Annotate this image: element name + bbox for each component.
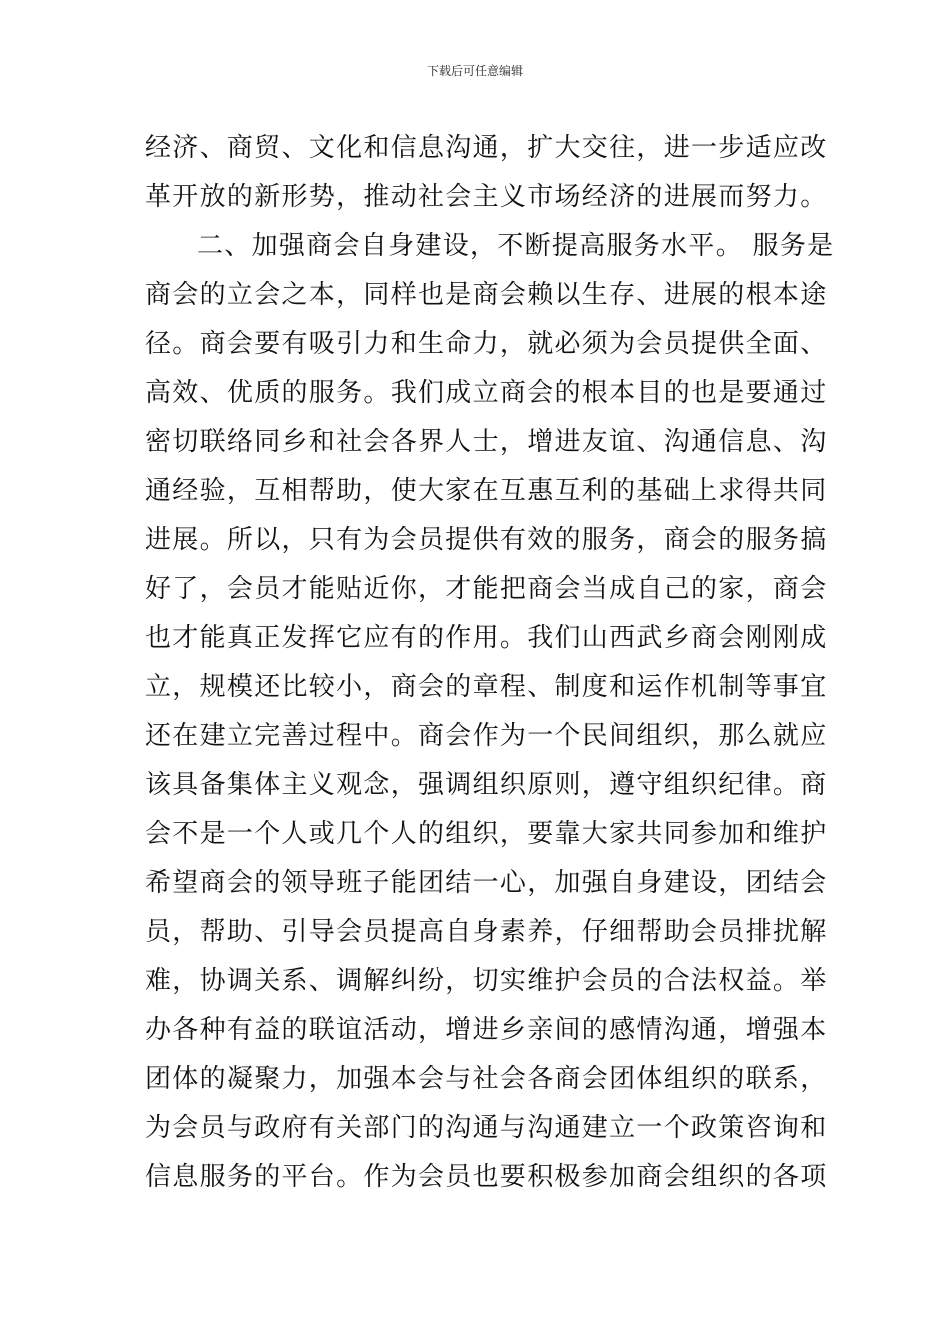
- text-line: 信息服务的平台。作为会员也要积极参加商会组织的各项: [145, 1162, 828, 1192]
- text-line: 好了，会员才能贴近你，才能把商会当成自己的家，商会: [145, 574, 828, 604]
- text-line: 该具备集体主义观念，强调组织原则，遵守组织纪律。商: [145, 770, 828, 800]
- page-header: 下载后可任意编辑: [426, 64, 523, 78]
- text-line: 会不是一个人或几个人的组织，要靠大家共同参加和维护: [145, 819, 828, 849]
- text-line: 密切联络同乡和社会各界人士，增进友谊、沟通信息、沟: [145, 427, 828, 457]
- text-line: 高效、优质的服务。我们成立商会的根本目的也是要通过: [145, 378, 828, 408]
- text-line: 通经验，互相帮助，使大家在互惠互利的基础上求得共同: [145, 476, 828, 506]
- text-line: 进展。所以，只有为会员提供有效的服务，商会的服务搞: [145, 525, 828, 555]
- text-line: 也才能真正发挥它应有的作用。我们山西武乡商会刚刚成: [145, 623, 828, 653]
- section-heading-line: 二、加强商会自身建设，不断提高服务水平。 服务是: [197, 231, 835, 261]
- text-line: 办各种有益的联谊活动，增进乡亲间的感情沟通，增强本: [145, 1015, 828, 1045]
- text-line: 为会员与政府有关部门的沟通与沟通建立一个政策咨询和: [145, 1113, 828, 1143]
- body-text: [145, 124, 835, 1202]
- text-line: 员，帮助、引导会员提高自身素养，仔细帮助会员排扰解: [145, 917, 828, 947]
- text-line: 经济、商贸、文化和信息沟通，扩大交往，进一步适应改: [145, 133, 828, 163]
- text-line: 商会的立会之本，同样也是商会赖以生存、进展的根本途: [145, 280, 828, 310]
- text-line: 团体的凝聚力，加强本会与社会各商会团体组织的联系，: [145, 1064, 828, 1094]
- text-line: 径。商会要有吸引力和生命力，就必须为会员提供全面、: [145, 329, 828, 359]
- text-line: 希望商会的领导班子能团结一心，加强自身建设，团结会: [145, 868, 828, 898]
- text-line: 革开放的新形势，推动社会主义市场经济的进展而努力。: [145, 182, 828, 212]
- text-line: 立，规模还比较小，商会的章程、制度和运作机制等事宜: [145, 672, 828, 702]
- text-line: 难，协调关系、调解纠纷，切实维护会员的合法权益。举: [145, 966, 828, 996]
- text-line: 还在建立完善过程中。商会作为一个民间组织，那么就应: [145, 721, 828, 751]
